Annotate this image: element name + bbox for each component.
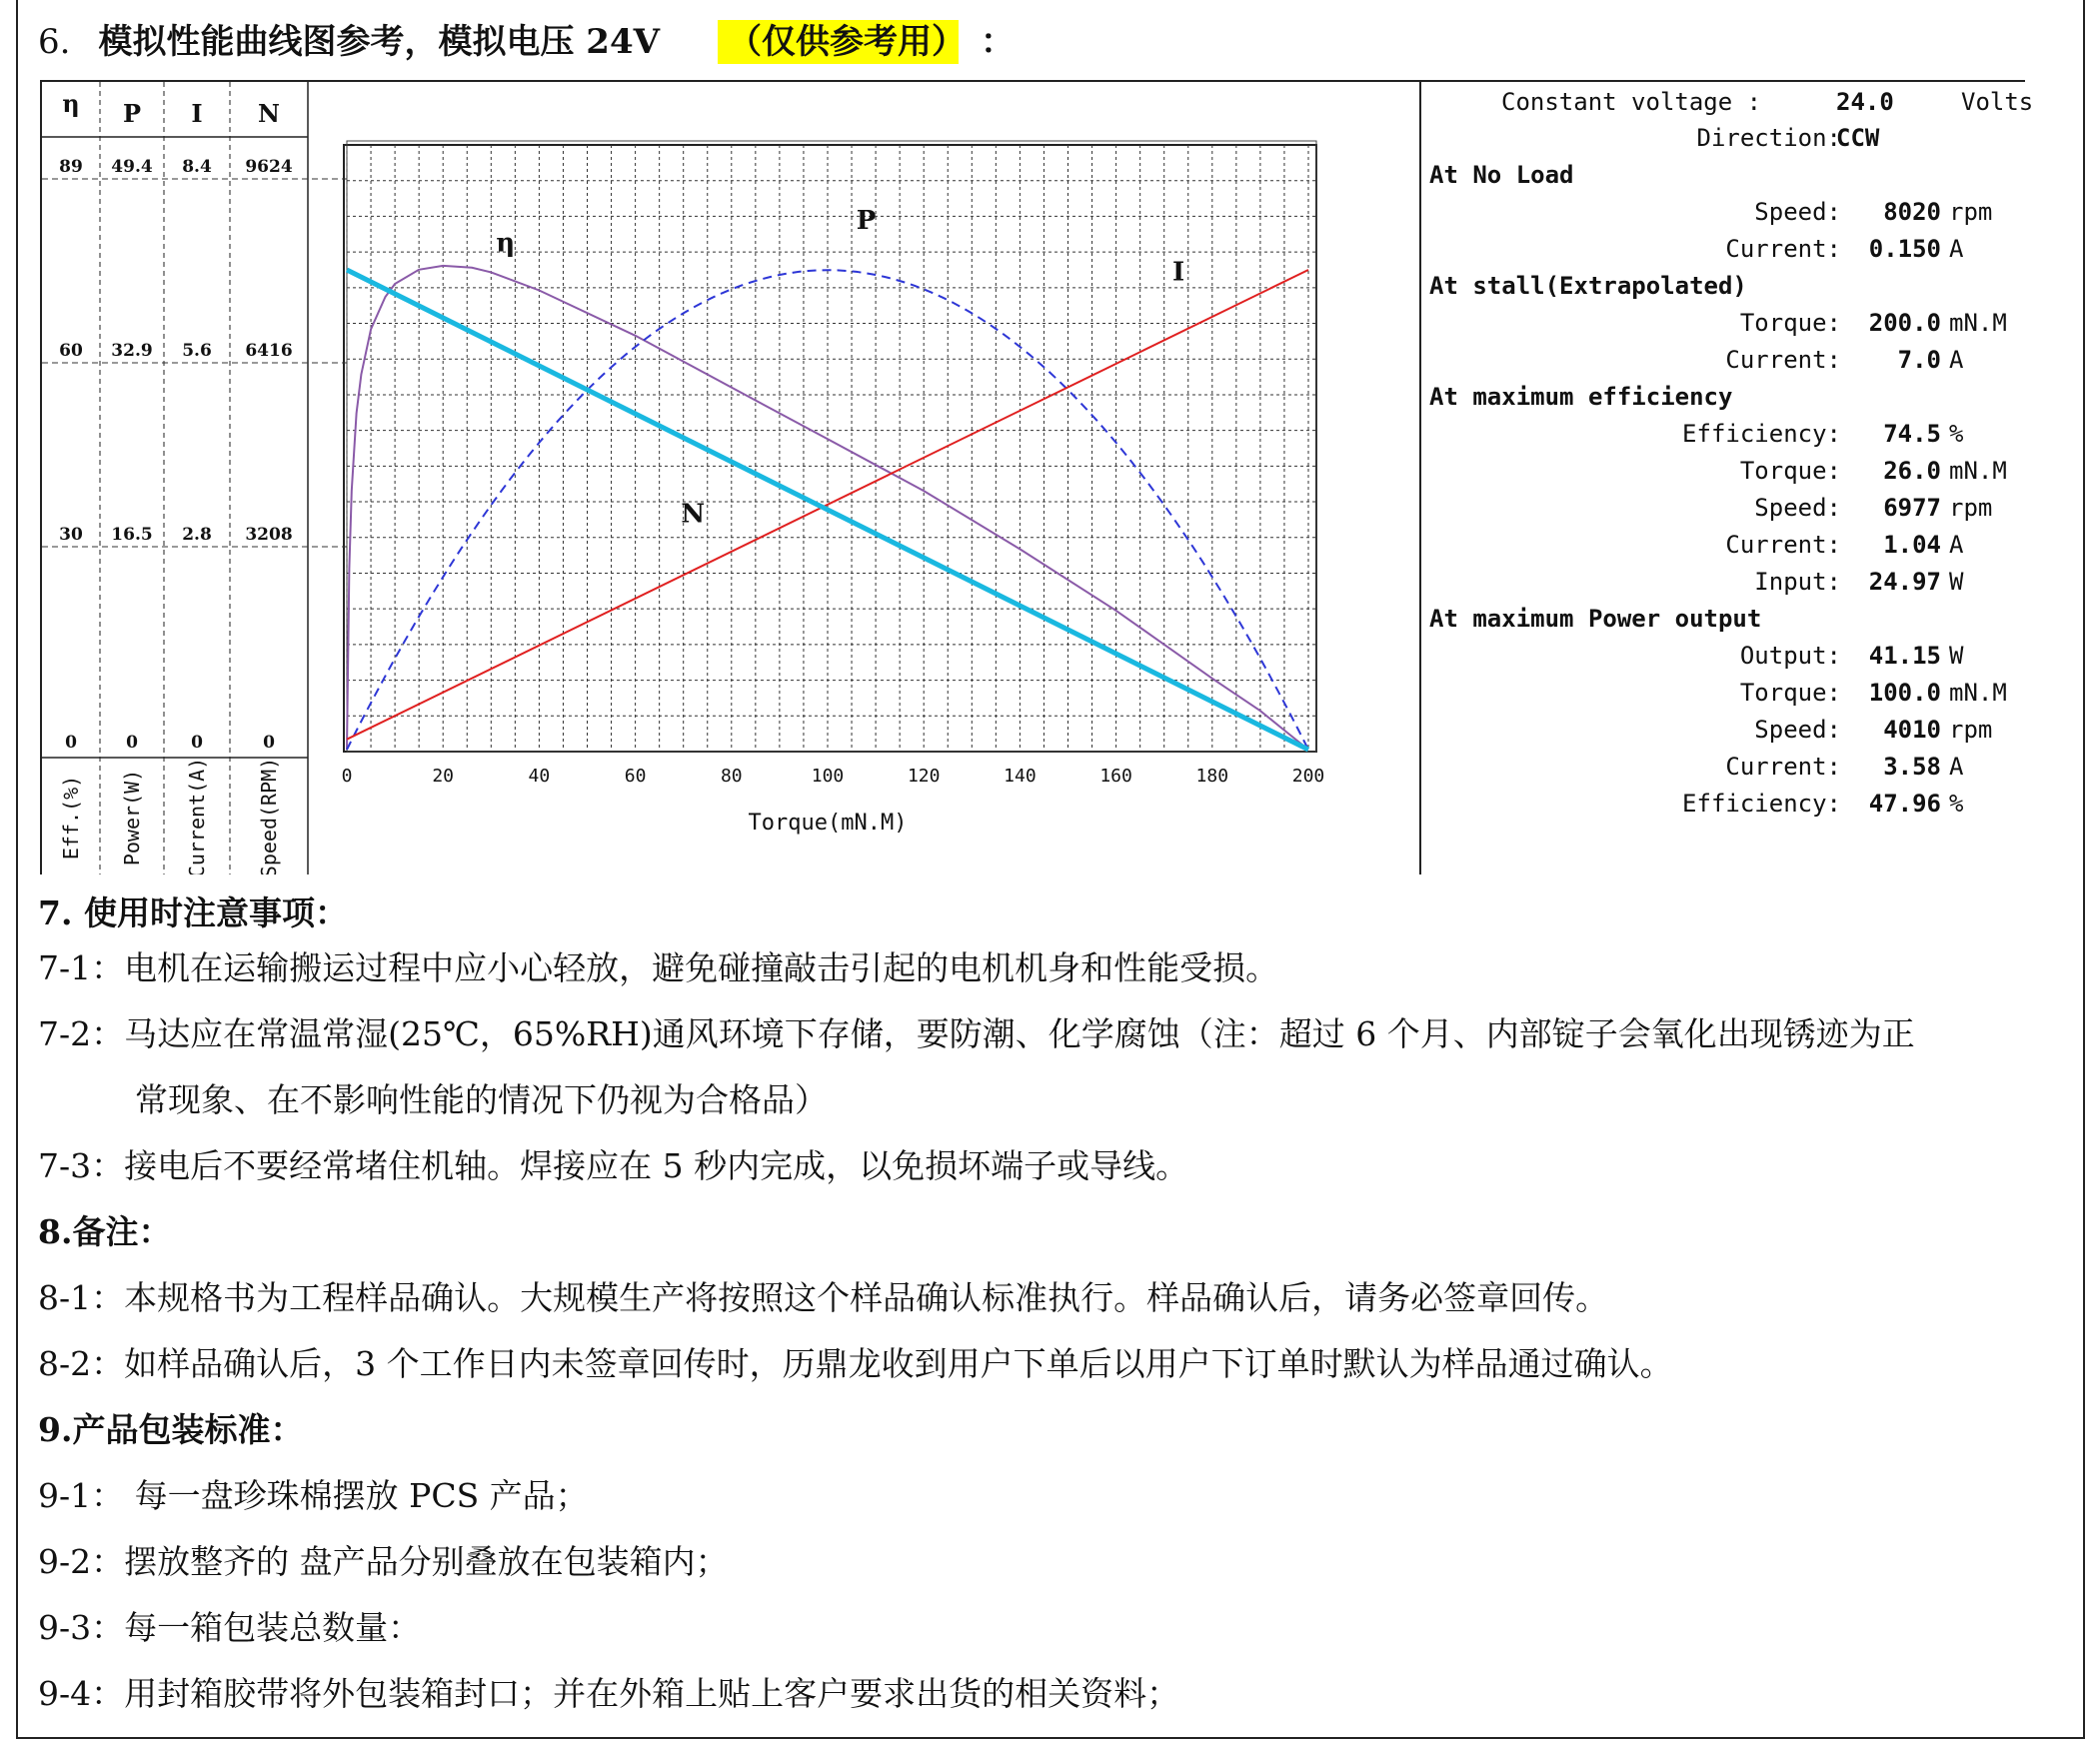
plot-frame (344, 145, 1316, 752)
highlight-note: （仅供参考用） (718, 20, 959, 64)
performance-chart-box (40, 80, 1421, 875)
spec-value: 24.97 (1868, 568, 1941, 596)
axis-rotated-label: Eff.(%) (59, 775, 83, 861)
axis-tick-label: 89 (59, 157, 83, 177)
max-eff-speed-row (1421, 494, 1993, 522)
note-9-1: 9-1： 每一盘珍珠棉摆放 PCS 产品； (38, 1476, 589, 1515)
axis-rotated-label: Power(W) (120, 769, 144, 867)
spec-value: 74.5 (1883, 420, 1941, 448)
spec-value: 0.150 (1868, 235, 1941, 263)
section-7-heading: 7. 使用时注意事项： (38, 893, 348, 932)
spec-label: Speed: (1754, 198, 1841, 226)
x-tick-label: 80 (720, 766, 743, 787)
spec-value: 1.04 (1883, 531, 1941, 559)
spec-unit: A (1949, 753, 1964, 781)
series-label: η (496, 228, 516, 259)
spec-label: Efficiency: (1682, 420, 1841, 448)
axis-tick-label: 6416 (245, 341, 293, 361)
axis-rotated-label: Current(A) (185, 757, 209, 875)
axis-header-current: I (191, 99, 203, 128)
spec-label: Speed: (1754, 716, 1841, 744)
x-tick-label: 20 (432, 766, 455, 787)
axis-tick-label: 2.8 (182, 525, 212, 545)
no-load-heading-row: At No Load (1429, 161, 1574, 189)
spec-label: Current: (1725, 753, 1841, 781)
spec-label: Constant voltage : (1501, 88, 1762, 116)
stall-current-row (1421, 346, 1964, 374)
performance-chart (42, 82, 1419, 875)
axis-tick-label: 16.5 (111, 525, 153, 545)
max-eff-torque-row (1421, 457, 2007, 485)
spec-value: 100.0 (1868, 679, 1941, 707)
spec-label: Output: (1739, 642, 1841, 670)
max-eff-current-row (1421, 531, 1964, 559)
axis-tick-label: 0 (65, 733, 77, 753)
axis-tick-label: 3208 (245, 525, 293, 545)
spec-value: 200.0 (1868, 309, 1941, 337)
spec-value: 47.96 (1868, 790, 1941, 818)
spec-value: 6977 (1883, 494, 1941, 522)
no-load-speed-row (1421, 198, 1993, 226)
section-9-heading: 9.产品包装标准： (38, 1410, 304, 1449)
spec-unit: mN.M (1949, 457, 2007, 485)
section-title: 模拟性能曲线图参考，模拟电压 24V (98, 22, 660, 62)
direction-row (1421, 124, 1880, 152)
x-axis-label: Torque(mN.M) (748, 811, 908, 836)
axis-header-eff: η (62, 89, 80, 118)
max-power-current-row (1421, 753, 1964, 781)
spec-unit: mN.M (1949, 679, 2007, 707)
spec-unit: A (1949, 346, 1964, 374)
axis-tick-label: 8.4 (182, 157, 212, 177)
axis-header-speed: N (258, 99, 280, 128)
constant-voltage-row (1501, 88, 2034, 116)
spec-value: 24.0 (1836, 88, 1894, 116)
max-power-speed-row (1421, 716, 1993, 744)
axis-tick-label: 0 (191, 733, 203, 753)
spec-value: 4010 (1883, 716, 1941, 744)
spec-value: 41.15 (1868, 642, 1941, 670)
axis-tick-label: 32.9 (111, 341, 153, 361)
note-9-2: 9-2：摆放整齐的 盘产品分别叠放在包装箱内； (38, 1542, 729, 1581)
note-7-1: 7-1：电机在运输搬运过程中应小心轻放，避免碰撞敲击引起的电机机身和性能受损。 (38, 948, 1279, 987)
spec-unit: W (1949, 642, 1964, 670)
spec-value: CCW (1836, 124, 1880, 152)
note-7-3: 7-3：接电后不要经常堵住机轴。焊接应在 5 秒内完成，以免损坏端子或导线。 (38, 1146, 1189, 1185)
note-7-2: 7-2：马达应在常温常湿(25℃，65%RH)通风环境下存储，要防潮、化学腐蚀（注：超过 6 个月、内部锭子会氧化出现锈迹为正 (38, 1014, 1915, 1053)
spec-unit: Volts (1961, 88, 2034, 116)
no-load-current-row (1421, 235, 1964, 263)
note-8-2: 8-2：如样品确认后，3 个工作日内未签章回传时，历鼎龙收到用户下单后以用户下订单时默认为样品通过确认。 (38, 1344, 1673, 1383)
spec-unit: A (1949, 235, 1964, 263)
spec-value: 7.0 (1897, 346, 1941, 374)
spec-label: Current: (1725, 346, 1841, 374)
spec-unit: rpm (1949, 716, 1993, 744)
x-tick-label: 140 (1004, 766, 1037, 787)
axis-tick-label: 49.4 (111, 157, 153, 177)
section-number: 6. (38, 22, 71, 62)
spec-unit: % (1949, 420, 1964, 448)
note-7-2-continued: 常现象、在不影响性能的情况下仍视为合格品） (135, 1080, 828, 1119)
spec-value: 3.58 (1883, 753, 1941, 781)
x-tick-label: 200 (1291, 766, 1325, 787)
axis-tick-label: 60 (59, 341, 83, 361)
spec-value: 8020 (1883, 198, 1941, 226)
spec-label: Torque: (1739, 457, 1841, 485)
spec-label: Efficiency: (1682, 790, 1841, 818)
heading-colon: ： (980, 22, 1015, 62)
spec-unit: W (1949, 568, 1964, 596)
spec-label: Direction: (1696, 124, 1841, 152)
x-tick-label: 0 (341, 766, 353, 787)
stall-heading-row: At stall(Extrapolated) (1429, 272, 1747, 300)
spec-unit: mN.M (1949, 309, 2007, 337)
axis-header-power: P (122, 99, 142, 128)
max-power-efficiency-row (1421, 790, 1964, 818)
spec-label: Current: (1725, 531, 1841, 559)
max-eff-heading-row: At maximum efficiency (1429, 383, 1733, 411)
spec-value: 26.0 (1883, 457, 1941, 485)
axis-tick-label: 0 (126, 733, 138, 753)
axis-rotated-label: Speed(RPM) (257, 757, 281, 875)
axis-tick-label: 30 (59, 525, 83, 545)
axis-tick-label: 9624 (245, 157, 293, 177)
spec-panel (1421, 80, 2034, 875)
x-tick-label: 100 (811, 766, 845, 787)
note-9-3: 9-3：每一箱包装总数量： (38, 1608, 422, 1647)
series-label: N (681, 499, 706, 530)
x-tick-label: 120 (907, 766, 941, 787)
spec-label: Input: (1754, 568, 1841, 596)
series-label: P (856, 205, 877, 236)
section-8-heading: 8.备注： (38, 1212, 172, 1251)
x-tick-label: 160 (1099, 766, 1132, 787)
max-power-heading-row: At maximum Power output (1429, 605, 1762, 633)
axis-tick-label: 0 (263, 733, 275, 753)
max-eff-input-row (1421, 568, 1964, 596)
spec-unit: rpm (1949, 494, 1993, 522)
series-label: I (1172, 257, 1185, 288)
x-tick-label: 60 (624, 766, 647, 787)
spec-unit: rpm (1949, 198, 1993, 226)
max-power-torque-row (1421, 679, 2007, 707)
x-tick-label: 40 (528, 766, 551, 787)
x-tick-label: 180 (1195, 766, 1229, 787)
stall-torque-row (1421, 309, 2007, 337)
spec-label: Speed: (1754, 494, 1841, 522)
spec-unit: % (1949, 790, 1964, 818)
spec-label: Torque: (1739, 679, 1841, 707)
spec-unit: A (1949, 531, 1964, 559)
note-9-4: 9-4：用封箱胶带将外包装箱封口；并在外箱上贴上客户要求出货的相关资料； (38, 1674, 1180, 1713)
spec-label: Torque: (1739, 309, 1841, 337)
spec-label: Current: (1725, 235, 1841, 263)
max-eff-efficiency-row (1421, 420, 1964, 448)
note-8-1: 8-1：本规格书为工程样品确认。大规模生产将按照这个样品确认标准执行。样品确认后，请务必签章回传。 (38, 1278, 1609, 1317)
axis-tick-label: 5.6 (182, 341, 212, 361)
max-power-output-row (1421, 642, 1964, 670)
section-6-heading (38, 14, 1015, 63)
